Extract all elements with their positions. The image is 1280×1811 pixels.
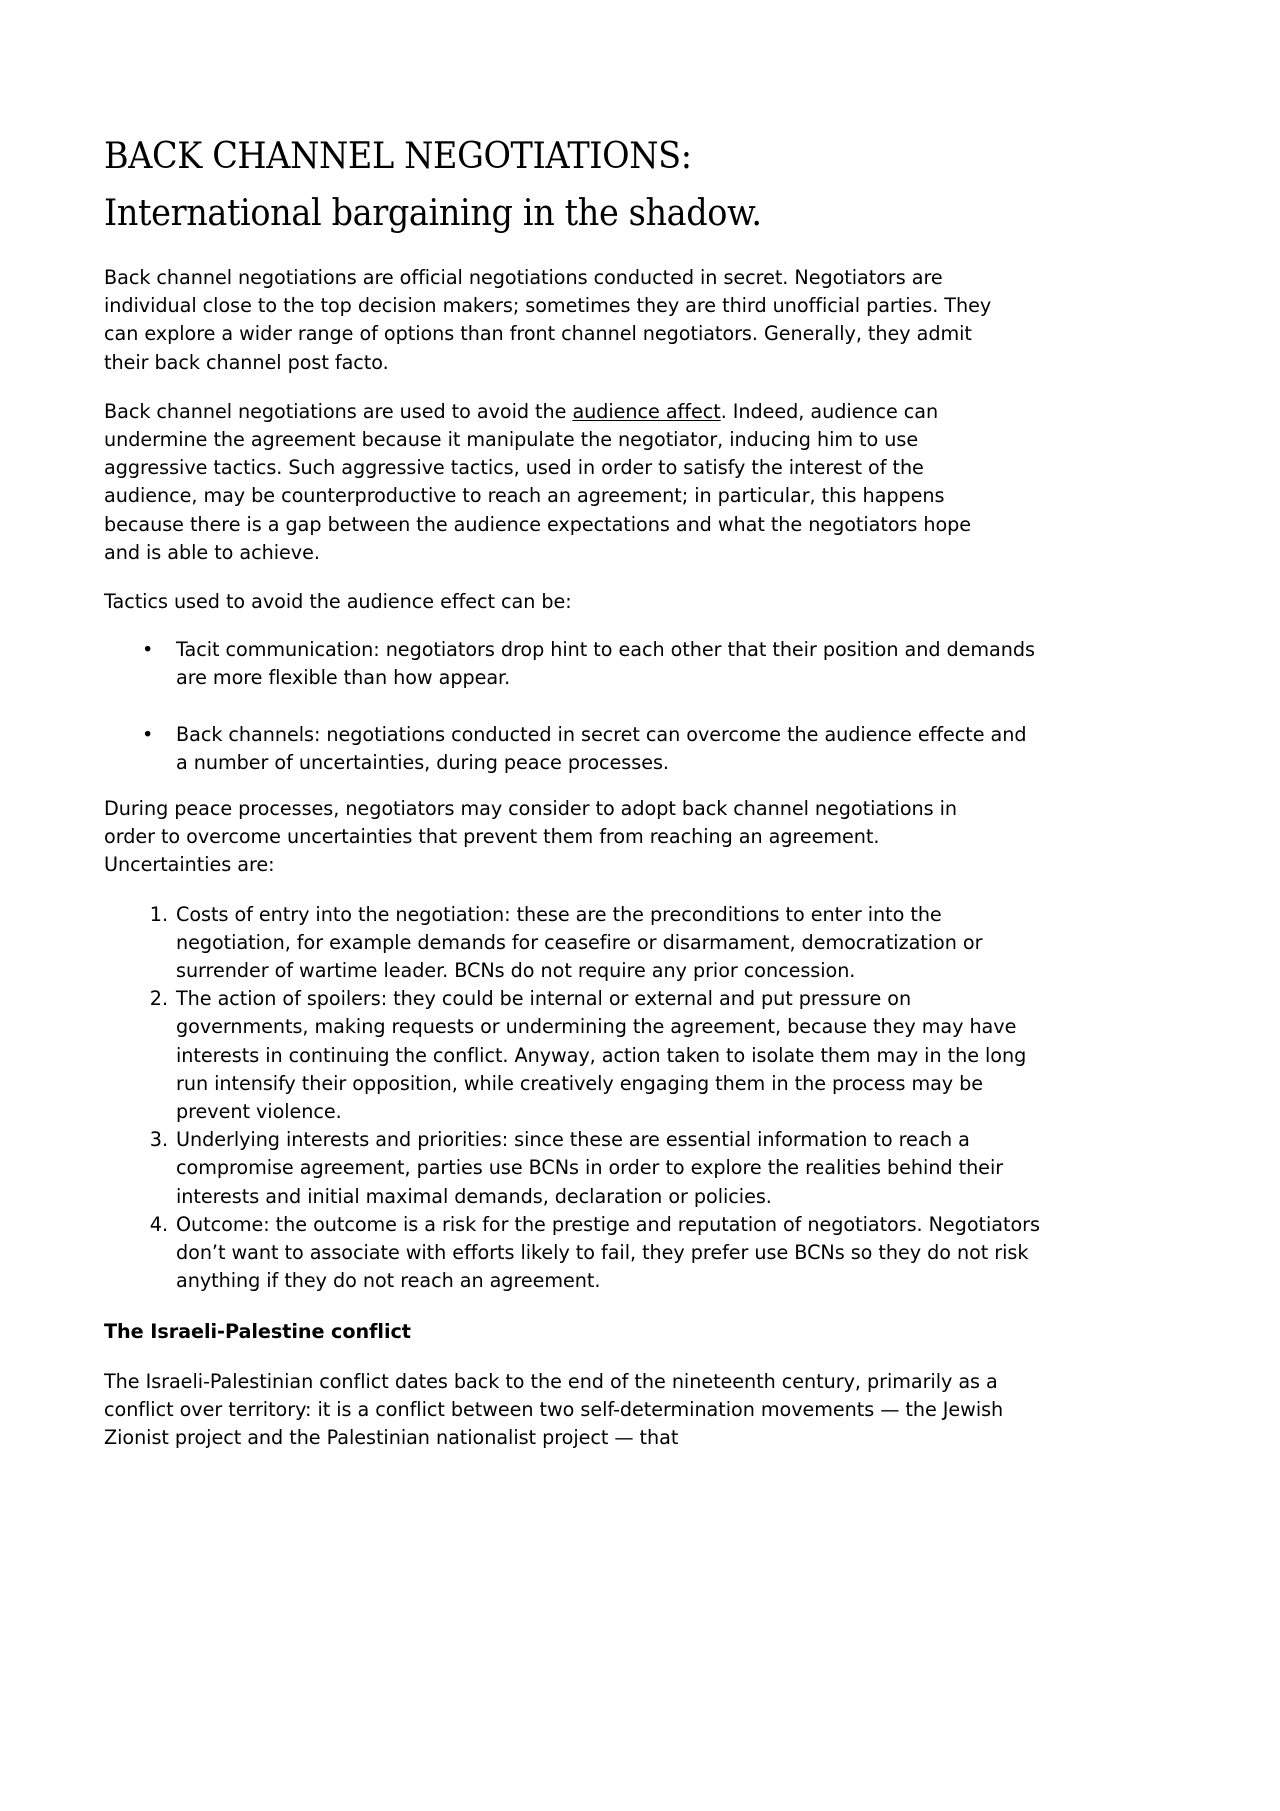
section-heading-israeli-palestine-conflict: The Israeli-Palestine conflict: [104, 1319, 411, 1343]
paragraph-audience-affect-rest: . Indeed, audience can undermine the agreement because it manipulate the negotiator, inducing him to use aggressive tactics. Such aggressive tactics, used in order to satisfy the interest of the audience, may be counterproductive to reach an agreement; in particular, this happens because there is a gap between the audience expectations and what the negotiators hope and is able to achieve.: [104, 399, 972, 564]
list-item-text: Tacit communication: negotiators drop hint to each other that their position and demands are more flexible than how appear.: [176, 638, 1035, 690]
list-item: [142, 985, 1042, 1126]
bullet-point-icon: •: [142, 722, 154, 746]
list-item: [142, 1211, 1042, 1296]
paragraph-audience-affect: [104, 398, 1004, 567]
bullet-point-icon: •: [142, 638, 154, 662]
paragraph-audience-affect-lead: Back channel negotiations are used to avoid the: [104, 399, 573, 423]
list-item: [142, 721, 1042, 777]
list-item: [142, 1126, 1042, 1211]
paragraph-uncertainties-lead-in: During peace processes, negotiators may consider to adopt back channel negotiations in order to overcome uncertainties that prevent them from reaching an agreement. Uncertainties are:: [104, 797, 958, 877]
page-title: BACK CHANNEL NEGOTIATIONS: International bargaining in the shadow.: [104, 136, 762, 234]
list-item: [142, 901, 1042, 986]
list-item-text: Costs of entry into the negotiation: these are the preconditions to enter into the negotiation, for example demands for ceasefire or disarmament, democratization or surrender of wartime leader. BCNs do not require any prior concession.: [176, 902, 983, 983]
list-item-text: The action of spoilers: they could be internal or external and put pressure on governments, making requests or undermining the agreement, because they may have interests in continuing the conflict. Anyway, action taken to isolate them may in the long run intensify their opposition, while creatively engaging them in the process may be prevent violence.: [176, 987, 1027, 1124]
underlined-term-audience-affect: audience affect: [572, 399, 721, 423]
list-item-text: Outcome: the outcome is a risk for the prestige and reputation of negotiators. Negotiators don’t want to associate with efforts likely to fail, they prefer use BCNs so they do not risk anything if they do not reach an agreement.: [176, 1212, 1040, 1293]
list-item-text: Underlying interests and priorities: since these are essential information to reach a compromise agreement, parties use BCNs in order to explore the realities behind their interests and initial maximal demands, declaration or policies.: [176, 1128, 1004, 1208]
list-item-marker: 2.: [149, 987, 168, 1011]
paragraph-israeli-palestinian-conflict: The Israeli-Palestinian conflict dates back to the end of the nineteenth century, primarily as a conflict over territory: it is a conflict between two self-determination movements — the Jewish Zionist project and the Palestinian nationalist project — that: [104, 1369, 1004, 1450]
list-item-marker: 1.: [149, 902, 168, 926]
list-item: [142, 636, 1042, 692]
paragraph-intro: Back channel negotiations are official negotiations conducted in secret. Negotiators are individual close to the top decision makers; sometimes they are third unofficial parties. They can explore a wider range of options than front channel negotiators. Generally, they admit their back channel post facto.: [104, 266, 992, 374]
uncertainties-numbered-list: [104, 901, 1042, 1296]
list-item-marker: 4.: [149, 1212, 168, 1236]
list-item-marker: 3.: [149, 1128, 168, 1152]
paragraph-tactics-lead-in: Tactics used to avoid the audience effect can be:: [104, 590, 572, 614]
tactics-bullet-list: [104, 636, 1042, 777]
list-item-text: Back channels: negotiations conducted in secret can overcome the audience effecte and a number of uncertainties, during peace processes.: [176, 722, 1027, 774]
